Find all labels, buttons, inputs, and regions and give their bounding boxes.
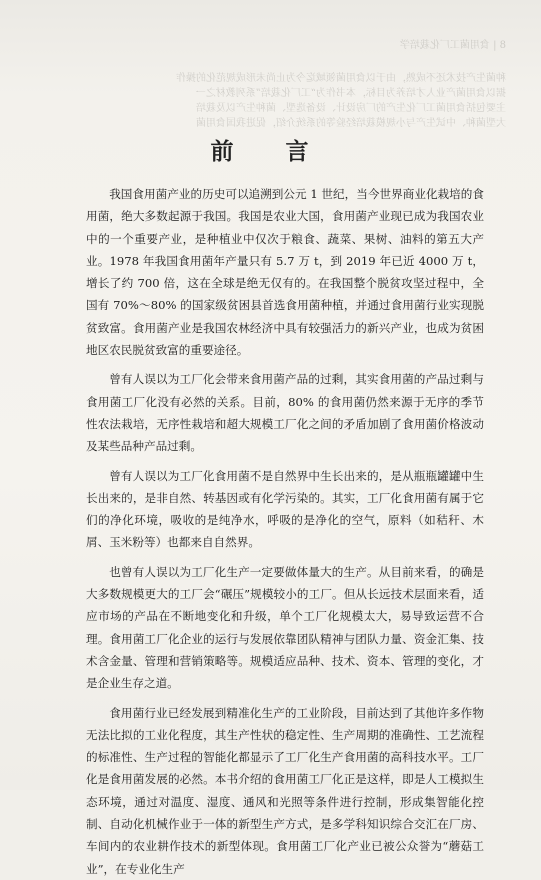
bleed-line: 种菌生产技术还不成熟，由于以食用菌领域迄今为止尚未形成规范化的操作 [176,73,506,84]
paragraph-scale: 也曾有人误以为工厂化生产一定要做体量大的生产。从目前来看，的确是大多数规模更大的工厂会“碾压”规模较小的工厂。但从长远技术层面来看，适应市场的产品在不断地变化和升级，单个工厂化规模太大，易导致运营不合理。食用菌工厂化企业的运行与发展依靠团队精神与团队力量、资金汇集、技术含金量、管理和营销策略等。规模适应品种、技术、资本、管理的变化，才是企业生存之道。 [86,564,484,691]
page-title: 前 言 [210,139,331,165]
bleed-line: 大型菌种、中试生产与小规模栽培经验等的系统介绍，促进我国食用菌 [196,118,506,129]
paragraph-oversupply: 曾有人误以为工厂化会带来食用菌产品的过剩，其实食用菌的产品过剩与食用菌工厂化没有必然的关系。目前，80% 的食用菌仍然来源于无序的季节性农法栽培，无序性栽培和超大规模工厂化之间的矛盾加剧了食用菌价格波动及某些品种产品过剩。 [86,372,484,454]
bleed-line: 据以食用菌产业人才培养为目标，本书作为“工厂化栽培”系列教材之一 [195,88,506,99]
preface-body [86,183,484,880]
paragraph-history: 我国食用菌产业的历史可以追溯到公元 1 世纪，当今世界商业化栽培的食用菌，绝大多数起源于我国。我国是农业大国，食用菌产业现已成为我国农业中的一个重要产业，是种植业中仅次于粮食、蔬菜、果树、油料的第五大产业。1978 年我国食用菌年产量只有 5.7 万 t，到 2019 年已近 4000 万 t，增长了约 700 倍，这在全球是绝无仅有的。在我国整个脱贫攻坚过程中，全国有 70%～80% 的国家级贫困县首选食用菌种植，并通过食用菌行业实现脱贫致富。食用菌产业是我国农林经济中具有较强活力的新兴产业，也成为贫困地区农民脱贫致富的重要途径。 [86,187,484,358]
bleed-line: 主要包括食用菌工厂化生产的厂房设计、设备选型、菌种生产以及栽培 [196,103,506,114]
paragraph-precision: 食用菌行业已经发展到精准化生产的工业阶段，目前达到了其他许多作物无法比拟的工业化程度，其生产性状的稳定性、生产周期的准确性、工艺流程的标准性、生产过程的智能化都显示了工厂化生产食用菌的高科技水平。工厂化是食用菌发展的必然。本书介绍的食用菌工厂化正是这样，即是人工模拟生态环境，通过对温度、湿度、通风和光照等条件进行控制，形成集智能化控制、自动化机械作业于一体的新型生产方式，是多学科知识综合交汇在厂房、车间内的农业耕作技术的新型体现。食用菌工厂化产业已被公众誉为“蘑菇工业”，在专业化生产 [86,705,484,876]
bleed-running-header: 8 | 食用菌工厂化栽培学 [399,40,506,51]
paragraph-naturalness: 曾有人误以为工厂化食用菌不是自然界中生长出来的，是从瓶瓶罐罐中生长出来的，是非自然、转基因或有化学污染的。其实，工厂化食用菌有属于它们的净化环境，吸收的是纯净水，呼吸的是净化的空气，原料（如秸秆、木屑、玉米粉等）也都来自自然界。 [86,468,484,550]
